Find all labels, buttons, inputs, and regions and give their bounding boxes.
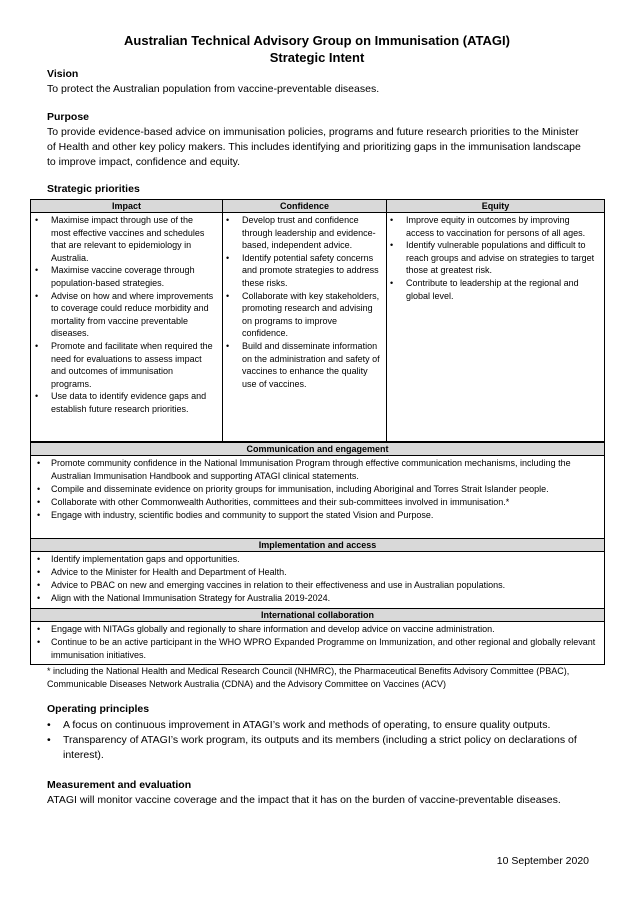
list-item: • Develop trust and confidence through leadership and evidence-based, independent advice. xyxy=(242,214,382,252)
list-item: • Build and disseminate information on the administration and safety of vaccines to enhance the quality use of vaccines. xyxy=(242,340,382,390)
list-item: • Transparency of ATAGI’s work program, its outputs and its members (including a strict policy on declarations of interest). xyxy=(63,733,593,763)
list-item: • Continue to be an active participant in the WHO WPRO Expanded Programme on Immunization, and other regional and globally relevant immunisation initiatives. xyxy=(51,636,604,662)
purpose-text: To provide evidence-based advice on immunisation policies, programs and future research priorities to the Minister of Health and other key policy makers. This includes identifying and prioritizing gaps in the immunisation landscape to improve impact, confidence and equity. xyxy=(47,126,581,168)
list-item: • Collaborate with key stakeholders, promoting research and advising on programs to improve confidence. xyxy=(242,290,382,340)
international-header: International collaboration xyxy=(31,609,604,622)
equity-column xyxy=(406,214,596,302)
list-item: • Promote and facilitate when required the need for evaluations to assess impact and outcomes of immunisation programs. xyxy=(51,340,214,390)
communication-section xyxy=(30,442,605,539)
list-item: • A focus on continuous improvement in ATAGI’s work and methods of operating, to ensure quality outputs. xyxy=(63,718,593,733)
measurement-heading: Measurement and evaluation xyxy=(47,779,192,791)
list-item: • Maximise vaccine coverage through population-based strategies. xyxy=(51,264,214,289)
communication-header: Communication and engagement xyxy=(31,443,604,456)
impact-column xyxy=(51,214,214,416)
list-item: • Collaborate with other Commonwealth Authorities, committees and their sub-committees involved in immunisation.* xyxy=(51,496,604,509)
list-item: • Improve equity in outcomes by improving access to vaccination for persons of all ages. xyxy=(406,214,596,239)
list-item: • Engage with industry, scientific bodies and community to support the stated Vision and Purpose. xyxy=(51,509,604,522)
column-header-impact: Impact xyxy=(31,200,222,213)
list-item: • Use data to identify evidence gaps and establish future research priorities. xyxy=(51,390,214,415)
document-date: 10 September 2020 xyxy=(496,855,589,867)
list-item: • Identify implementation gaps and opportunities. xyxy=(51,553,604,566)
list-item: • Identify vulnerable populations and difficult to reach groups and advise on strategies to target those at greatest risk. xyxy=(406,239,596,277)
list-item: • Maximise impact through use of the most effective vaccines and schedules that are relevant to epidemiology in Australia. xyxy=(51,214,214,264)
strategic-priorities-heading: Strategic priorities xyxy=(47,183,140,195)
list-item: • Compile and disseminate evidence on priority groups for immunisation, including Aboriginal and Torres Strait Islander people. xyxy=(51,483,604,496)
footnote: * including the National Health and Medical Research Council (NHMRC), the Pharmaceutical Benefits Advisory Committee (PBAC), Communicable Diseases Network Australia (CDNA) and the Advisory Committee on Vaccines (ACV) xyxy=(47,666,570,689)
list-item: • Advice to the Minister for Health and Department of Health. xyxy=(51,566,604,579)
implementation-section xyxy=(30,538,605,609)
strategic-priorities-table xyxy=(30,199,605,442)
document-title: Australian Technical Advisory Group on Immunisation (ATAGI) xyxy=(124,33,510,48)
column-header-equity: Equity xyxy=(387,200,604,213)
implementation-header: Implementation and access xyxy=(31,539,604,552)
vision-text: To protect the Australian population from vaccine-preventable diseases. xyxy=(47,83,380,95)
list-item: • Engage with NITAGs globally and regionally to share information and develop advice on vaccine administration. xyxy=(51,623,604,636)
operating-principles-heading: Operating principles xyxy=(47,703,150,715)
international-section xyxy=(30,608,605,665)
list-item: • Advise on how and where improvements to coverage could reduce morbidity and mortality from vaccine preventable diseases. xyxy=(51,290,214,340)
measurement-text: ATAGI will monitor vaccine coverage and the impact that it has on the burden of vaccine-preventable diseases. xyxy=(47,794,561,806)
confidence-column xyxy=(242,214,382,390)
list-item: • Align with the National Immunisation Strategy for Australia 2019-2024. xyxy=(51,592,604,605)
column-header-confidence: Confidence xyxy=(223,200,386,213)
document-subtitle: Strategic Intent xyxy=(269,50,365,65)
list-item: • Identify potential safety concerns and promote strategies to address these risks. xyxy=(242,252,382,290)
operating-principles-list xyxy=(63,718,593,763)
list-item: • Advice to PBAC on new and emerging vaccines in relation to their effectiveness and use in Australian populations. xyxy=(51,579,604,592)
purpose-heading: Purpose xyxy=(47,111,90,123)
list-item: • Contribute to leadership at the regional and global level. xyxy=(406,277,596,302)
vision-heading: Vision xyxy=(47,68,79,80)
list-item: • Promote community confidence in the National Immunisation Program through effective communication mechanisms, including the Australian Immunisation Handbook and supporting ATAGI clinical statements. xyxy=(51,457,604,483)
column-divider xyxy=(222,200,223,441)
column-divider xyxy=(386,200,387,441)
